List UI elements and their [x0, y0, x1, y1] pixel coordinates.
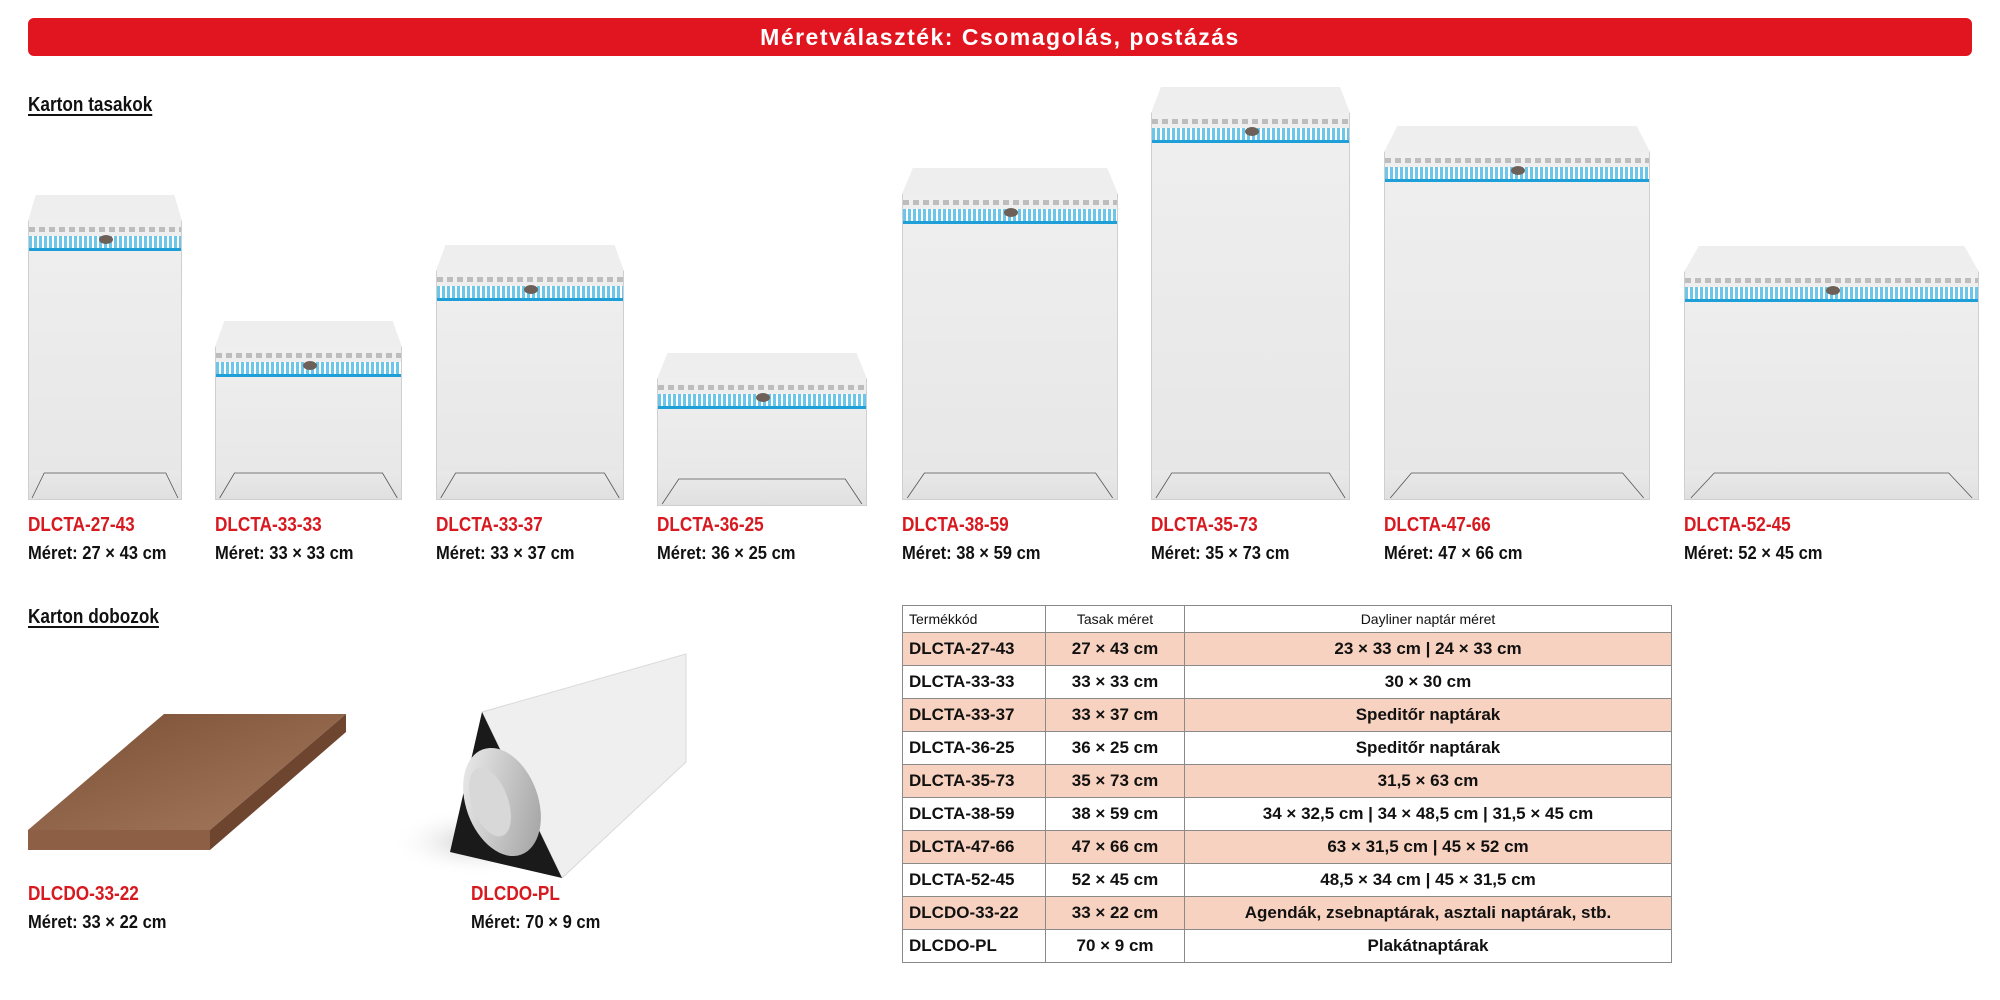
table-cell: 70 × 9 cm: [1046, 930, 1185, 963]
envelope-seal-knob: [1004, 208, 1018, 217]
envelope-seal-knob: [303, 361, 317, 370]
envelope-size: Méret: 38 × 59 cm: [902, 543, 1041, 563]
table-cell: 30 × 30 cm: [1185, 666, 1672, 699]
envelope-flap: [1684, 246, 1979, 272]
envelope-seal-knob: [756, 393, 770, 402]
envelope-bottom-fold: [216, 471, 401, 499]
table-cell: DLCDO-33-22: [903, 897, 1046, 930]
table-cell: Plakátnaptárak: [1185, 930, 1672, 963]
triangle-tube-image: [390, 652, 690, 884]
table-cell: DLCTA-52-45: [903, 864, 1046, 897]
envelope-perforation: [658, 385, 866, 390]
envelope-perforation: [1385, 158, 1649, 163]
envelope-size: Méret: 52 × 45 cm: [1684, 543, 1823, 563]
table-cell: DLCTA-38-59: [903, 798, 1046, 831]
table-cell: 35 × 73 cm: [1046, 765, 1185, 798]
envelope-bottom-fold: [1685, 471, 1978, 499]
envelope-image: [902, 193, 1118, 500]
envelope-perforation: [903, 200, 1117, 205]
table-row: [903, 633, 1672, 666]
envelope-code: DLCTA-33-37: [436, 514, 543, 536]
envelope-code: DLCTA-38-59: [902, 514, 1009, 536]
envelope-flap: [436, 245, 624, 271]
table-cell: DLCTA-33-37: [903, 699, 1046, 732]
envelope-code: DLCTA-52-45: [1684, 514, 1791, 536]
envelope-flap: [215, 321, 402, 347]
table-cell: 63 × 31,5 cm | 45 × 52 cm: [1185, 831, 1672, 864]
envelope-image: [28, 220, 182, 500]
envelope-flap: [1151, 87, 1350, 113]
envelope-size: Méret: 36 × 25 cm: [657, 543, 796, 563]
envelope-perforation: [1152, 119, 1349, 124]
section-title-boxes: Karton dobozok: [28, 606, 159, 628]
box-size: Méret: 70 × 9 cm: [471, 912, 601, 932]
table-cell: 33 × 37 cm: [1046, 699, 1185, 732]
table-cell: Agendák, zsebnaptárak, asztali naptárak, stb.: [1185, 897, 1672, 930]
envelope-size: Méret: 27 × 43 cm: [28, 543, 167, 563]
table-row: [903, 666, 1672, 699]
table-row: [903, 930, 1672, 963]
table-cell: 27 × 43 cm: [1046, 633, 1185, 666]
envelope-size: Méret: 33 × 33 cm: [215, 543, 354, 563]
envelope-image: [1151, 112, 1350, 500]
table-header-cell: Dayliner naptár méret: [1185, 606, 1672, 633]
envelope-bottom-fold: [1152, 471, 1349, 499]
envelope-flap: [902, 168, 1118, 194]
table-cell: 47 × 66 cm: [1046, 831, 1185, 864]
table-cell: DLCDO-PL: [903, 930, 1046, 963]
table-cell: DLCTA-47-66: [903, 831, 1046, 864]
table-cell: 48,5 × 34 cm | 45 × 31,5 cm: [1185, 864, 1672, 897]
table-header-row: [903, 606, 1672, 633]
envelope-image: [215, 346, 402, 500]
table-cell: 31,5 × 63 cm: [1185, 765, 1672, 798]
envelope-image: [657, 378, 867, 506]
table-cell: 23 × 33 cm | 24 × 33 cm: [1185, 633, 1672, 666]
envelope-size: Méret: 47 × 66 cm: [1384, 543, 1523, 563]
envelope-flap: [1384, 126, 1650, 152]
size-table: [902, 605, 1672, 963]
table-cell: DLCTA-35-73: [903, 765, 1046, 798]
table-cell: 38 × 59 cm: [1046, 798, 1185, 831]
envelope-perforation: [29, 227, 181, 232]
table-cell: DLCTA-33-33: [903, 666, 1046, 699]
envelope-bottom-fold: [903, 471, 1117, 499]
table-row: [903, 864, 1672, 897]
section-title-envelopes: Karton tasakok: [28, 94, 153, 116]
table-row: [903, 732, 1672, 765]
envelope-code: DLCTA-47-66: [1384, 514, 1491, 536]
envelope-seal-knob: [99, 235, 113, 244]
envelope-flap: [28, 195, 182, 221]
table-cell: 33 × 22 cm: [1046, 897, 1185, 930]
table-row: [903, 897, 1672, 930]
table-row: [903, 765, 1672, 798]
table-cell: 34 × 32,5 cm | 34 × 48,5 cm | 31,5 × 45 cm: [1185, 798, 1672, 831]
table-header-cell: Tasak méret: [1046, 606, 1185, 633]
envelope-code: DLCTA-35-73: [1151, 514, 1258, 536]
envelope-code: DLCTA-33-33: [215, 514, 322, 536]
table-cell: 52 × 45 cm: [1046, 864, 1185, 897]
page-title-banner: Méretválaszték: Csomagolás, postázás: [28, 18, 1972, 56]
envelope-seal-knob: [1245, 127, 1259, 136]
envelope-image: [1384, 151, 1650, 500]
table-row: [903, 699, 1672, 732]
table-row: [903, 831, 1672, 864]
envelope-bottom-fold: [437, 471, 623, 499]
table-cell: Speditőr naptárak: [1185, 699, 1672, 732]
box-code: DLCDO-PL: [471, 883, 560, 905]
envelope-flap: [657, 353, 867, 379]
table-cell: 36 × 25 cm: [1046, 732, 1185, 765]
envelope-size: Méret: 33 × 37 cm: [436, 543, 575, 563]
envelope-code: DLCTA-27-43: [28, 514, 135, 536]
envelope-code: DLCTA-36-25: [657, 514, 764, 536]
flat-box-image: [28, 710, 348, 855]
envelope-seal-knob: [524, 285, 538, 294]
envelope-perforation: [437, 277, 623, 282]
box-size: Méret: 33 × 22 cm: [28, 912, 167, 932]
envelope-perforation: [1685, 278, 1978, 283]
envelope-bottom-fold: [658, 477, 866, 505]
envelope-bottom-fold: [29, 471, 181, 499]
envelope-size: Méret: 35 × 73 cm: [1151, 543, 1290, 563]
envelope-seal-knob: [1826, 286, 1840, 295]
envelope-image: [436, 270, 624, 500]
envelope-bottom-fold: [1385, 471, 1649, 499]
envelope-perforation: [216, 353, 401, 358]
table-cell: DLCTA-36-25: [903, 732, 1046, 765]
table-cell: DLCTA-27-43: [903, 633, 1046, 666]
table-cell: Speditőr naptárak: [1185, 732, 1672, 765]
box-code: DLCDO-33-22: [28, 883, 139, 905]
envelope-seal-knob: [1511, 166, 1525, 175]
table-header-cell: Termékkód: [903, 606, 1046, 633]
envelope-image: [1684, 271, 1979, 500]
table-row: [903, 798, 1672, 831]
table-cell: 33 × 33 cm: [1046, 666, 1185, 699]
